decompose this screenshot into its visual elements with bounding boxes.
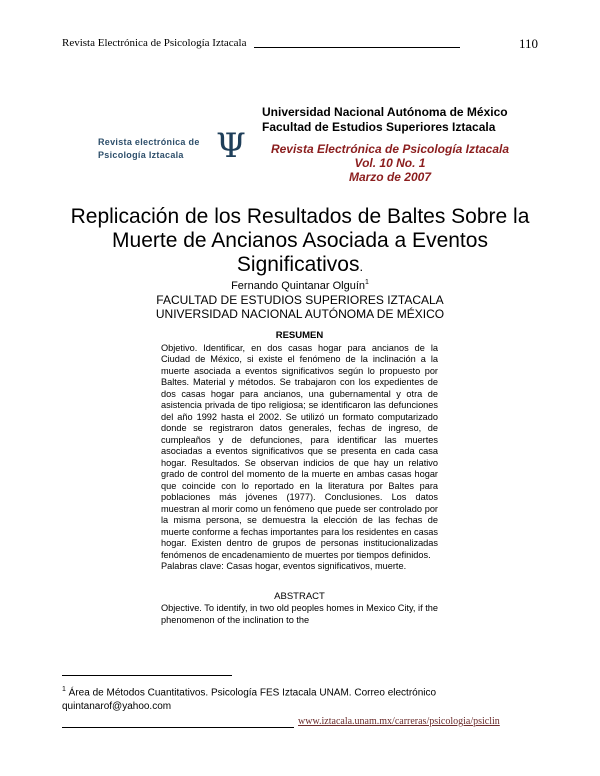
journal-volume: Vol. 10 No. 1 [354,156,426,170]
abstract-heading: ABSTRACT [274,590,325,602]
abstract-body: Objective. To identify, in two old peoples homes in Mexico City, if the phenomenon of the inclination to the [161,603,438,625]
affiliation-university: UNIVERSIDAD NACIONAL AUTÓNOMA DE MÉXICO [155,307,445,321]
affiliation-faculty: FACULTAD DE ESTUDIOS SUPERIORES IZTACALA [156,293,444,307]
footnote-marker: 1 [62,686,66,693]
page-number: 110 [518,36,538,51]
faculty-name: Facultad de Estudios Superiores Iztacala [262,120,496,134]
journal-date: Marzo de 2007 [348,170,432,184]
journal-title: Revista Electrónica de Psicología Iztacala [270,142,510,156]
university-name: Universidad Nacional Autónoma de México [262,105,508,119]
resumen-heading: RESUMEN [275,330,324,341]
running-header [62,37,538,53]
title-line-3-text: Significativos [236,253,360,276]
footer-divider [62,727,294,728]
header-divider [254,47,460,48]
title-line-2: Muerte de Ancianos Asociada a Eventos [112,229,488,252]
resumen-body: Objetivo. Identificar, en dos casas hogar para ancianos de la Ciudad de México, si existe el fenómeno de la inclinación a la muerte asociada a eventos significativos según lo propuesto por Baltes. Material y métodos. Se trabajaron con los expedientes de dos casas hogar para ancianos, una gubernamental y otra de asistencia privada de tipo religiosa; se identificaron las defunciones del año 1992 hasta el 2002. Se utilizó un formato computarizado donde se registraron datos generales, fechas de ingreso, de cumpleaños y de defunciones, para identificar las muertes asociadas a eventos significativos que se presenta en cada casa hogar. Resultados. Se observan indicios de que hay un relativo grado de control del momento de la muerte en ambas casas hogar que coincide con lo reportado en la literatura por Baltes para poblaciones más jóvenes (1977). Conclusiones. Los datos muestran al morir como un fenómeno que puede ser controlado por la misma persona, se demuestra la elección de las fechas de muerte conforme a fechas importantes para los residentes en casas hogar. Existen dentro de grupos de personas institucionalizadas fenómenos de encadenamiento de muertes por tiempos definidos. [161,342,438,560]
author-note-marker: 1 [365,279,369,286]
logo-text-line2: Psicología Iztacala [98,150,184,160]
logo-text [98,136,200,162]
author-block [100,276,500,321]
title-end: . [359,259,364,274]
footnote-line [62,683,532,700]
logo-text-line1: Revista electrónica de [98,137,200,147]
abstract-column [161,330,438,626]
footnote-text: Área de Métodos Cuantitativos. Psicología FES Iztacala UNAM. Correo electrónico [65,687,437,699]
running-header-journal-name: Revista Electrónica de Psicología Iztacala [62,37,247,49]
footnote [62,683,532,714]
author-line [100,276,500,293]
footer-link[interactable]: www.iztacala.unam.mx/carreras/psicologia/psiclin [298,716,500,727]
footnote-email: quintanarof@yahoo.com [62,701,172,713]
article-title [60,205,540,279]
resumen-keywords: Palabras clave: Casas hogar, eventos significativos, muerte. [161,561,407,571]
footnote-divider [62,675,232,676]
journal-info [270,142,510,184]
institution-heading [262,105,508,135]
psi-icon: Ψ [216,126,246,166]
author-name: Fernando Quintanar Olguín [231,280,365,292]
journal-logo [98,126,258,168]
title-line-1: Replicación de los Resultados de Baltes Sobre la [70,205,530,228]
